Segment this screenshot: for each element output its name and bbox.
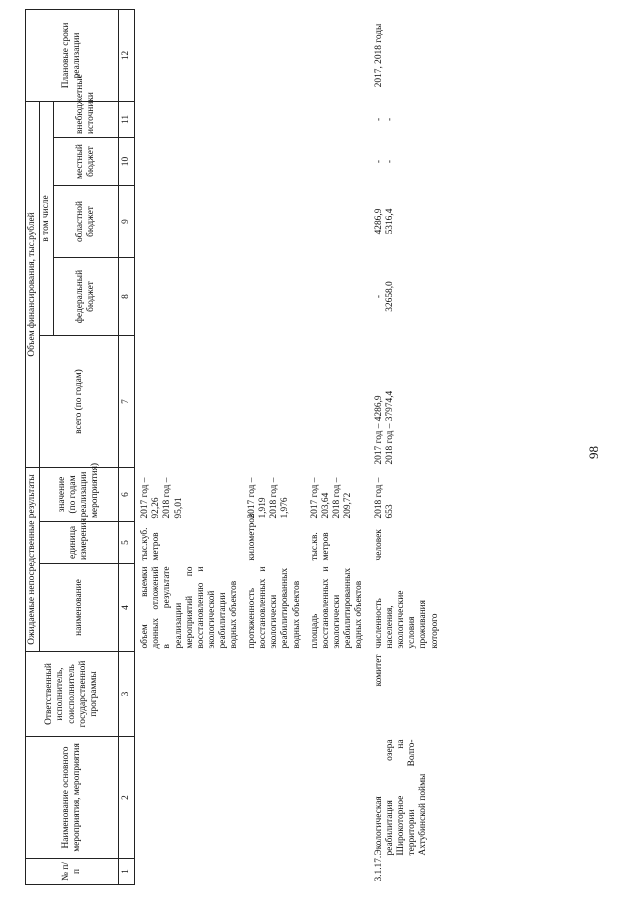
result-name: численность населения, экологические условия проживания которого: [374, 590, 440, 649]
header-terms: Плановые сроки реализации: [26, 9, 119, 101]
header-fin-local: местный бюджет: [54, 138, 119, 186]
result-unit: тыс.кв. метров: [309, 532, 331, 561]
table-row: [366, 9, 442, 884]
col-number: 9: [119, 186, 135, 258]
row-number: 3.1.17.: [374, 855, 385, 882]
header-fin-federal: федеральный бюджет: [54, 258, 119, 336]
col-number: 11: [119, 101, 135, 137]
finance-regional: 4286,9 5316,4: [374, 208, 396, 235]
table-row: [304, 9, 366, 884]
col-number: 10: [119, 138, 135, 186]
column-number-row: [119, 9, 135, 884]
header-finance-group: Объем финансирования, тыс.рублей: [26, 101, 40, 467]
col-number: 3: [119, 652, 135, 737]
result-unit: километров: [247, 513, 258, 561]
col-number: 8: [119, 258, 135, 336]
result-name: объем выемки донных отложений в результате реализации мероприятий по восстановлению и экологической реабилитации водных объектов: [140, 566, 240, 649]
result-name: площадь восстановленных и экологически реабилитированных водных объектов: [309, 566, 364, 649]
responsible: комитет: [374, 654, 385, 687]
page-number: 98: [586, 446, 601, 459]
header-res-unit: единица измерения: [40, 522, 119, 564]
header-res-value: значение (по годам реализации мероприятия): [40, 468, 119, 522]
planned-terms: 2017, 2018 годы: [374, 23, 385, 88]
header-num: № п/п: [26, 859, 119, 885]
table-row: [135, 9, 241, 884]
col-number: 12: [119, 9, 135, 101]
result-value: 2018 год – 653: [374, 477, 396, 519]
header-fin-extra: внебюджетные источники: [54, 101, 119, 137]
header-name: Наименование основного мероприятия, мероприятия: [26, 737, 119, 859]
finance-total: 2017 год – 4286,9 2018 год – 37974,4: [374, 390, 396, 465]
finance-extra: - -: [374, 117, 396, 122]
header-fin-incl: в том числе: [40, 101, 54, 335]
result-value: 2017 год – 1,919 2018 год – 1,976: [247, 477, 291, 519]
result-value: 2017 год – 92,26 2018 год – 95,01: [140, 477, 184, 519]
header-fin-regional: областной бюджет: [54, 186, 119, 258]
header-res-name: наименование: [40, 564, 119, 652]
result-unit: тыс.куб. метров: [140, 527, 162, 561]
col-number: 2: [119, 737, 135, 859]
header-results-group: Ожидаемые непосредственные результаты: [26, 468, 40, 652]
header-fin-total: всего (по годам): [40, 336, 119, 468]
measure-name: Экологическая реабилитация озера Широкоторное на территории Волго-Ахтубинской поймы: [374, 739, 429, 856]
table-row: [241, 9, 303, 884]
col-number: 5: [119, 522, 135, 564]
header-responsible: Ответственный исполнитель, соисполнитель государственной программы: [26, 652, 119, 737]
finance-local: - -: [374, 159, 396, 164]
result-unit: человек: [374, 529, 385, 561]
col-number: 6: [119, 468, 135, 522]
col-number: 4: [119, 564, 135, 652]
col-number: 1: [119, 859, 135, 885]
result-value: 2017 год – 203,64 2018 год – 209,72: [309, 477, 353, 519]
col-number: 7: [119, 336, 135, 468]
result-name: протяженность восстановленных и экологически реабилитированных водных объектов: [247, 566, 302, 649]
program-table: [25, 9, 442, 885]
finance-federal: - 32658,0: [374, 281, 396, 312]
